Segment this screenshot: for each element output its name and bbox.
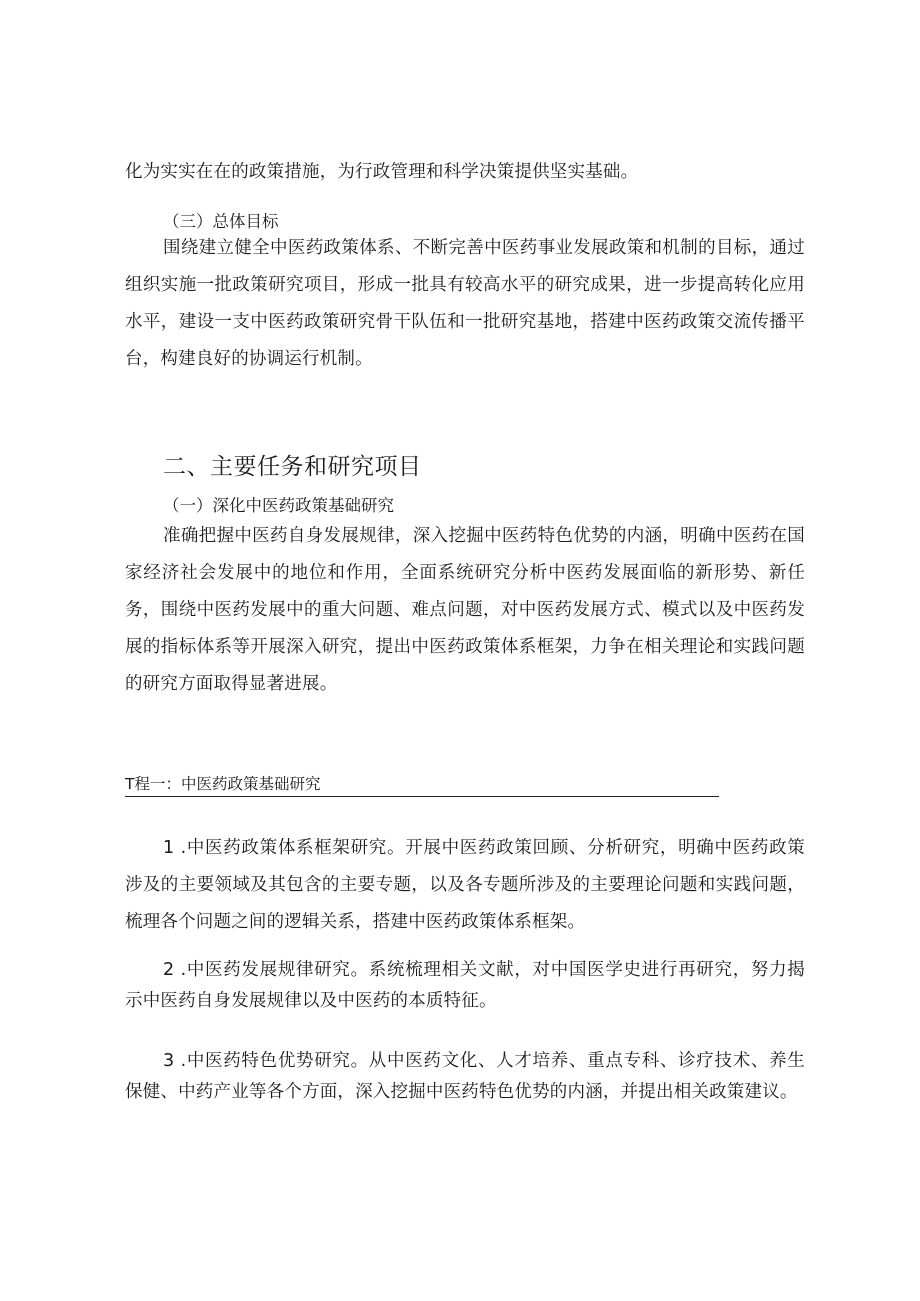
- list-item-characteristic-advantages: 3 .中医药特色优势研究。从中医药文化、人才培养、重点专科、诊疗技术、养生保健、中药产业等各个方面，深入挖掘中医药特色优势的内涵，并提出相关政策建议。: [125, 1051, 805, 1102]
- paragraph-policy-foundation: 化为实实在在的政策措施，为行政管理和科学决策提供坚实基础。: [125, 162, 639, 182]
- project-title-line: T程一：中医药政策基础研究: [125, 774, 719, 797]
- section-heading-main-tasks: 二、主要任务和研究项目: [163, 454, 422, 480]
- subheading-overall-goal: （三）总体目标: [163, 212, 279, 231]
- list-item-development-law: 2 .中医药发展规律研究。系统梳理相关文献，对中国医学史进行再研究，努力揭示中医药自身发展规律以及中医药的本质特征。: [125, 960, 805, 1011]
- paragraph-basic-research: 准确把握中医药自身发展规律，深入挖掘中医药特色优势的内涵，明确中医药在国家经济社会发展中的地位和作用，全面系统研究分析中医药发展面临的新形势、新任务，围绕中医药发展中的重大问题、难点问题，对中医药发展方式、模式以及中医药发展的指标体系等开展深入研究，提出中医药政策体系框架，力争在相关理论和实践问题的研究方面取得显著进展。: [125, 526, 805, 694]
- list-item-policy-framework: 1 .中医药政策体系框架研究。开展中医药政策回顾、分析研究，明确中医药政策涉及的主要领域及其包含的主要专题，以及各专题所涉及的主要理论问题和实践问题，梳理各个问题之间的逻辑关系，搭建中医药政策体系框架。: [125, 838, 805, 932]
- paragraph-overall-goal: 围绕建立健全中医药政策体系、不断完善中医药事业发展政策和机制的目标，通过组织实施一批政策研究项目，形成一批具有较高水平的研究成果，进一步提高转化应用水平，建设一支中医药政策研究骨干队伍和一批研究基地，搭建中医药政策交流传播平台，构建良好的协调运行机制。: [125, 238, 805, 369]
- subheading-basic-research: （一）深化中医药政策基础研究: [163, 496, 394, 515]
